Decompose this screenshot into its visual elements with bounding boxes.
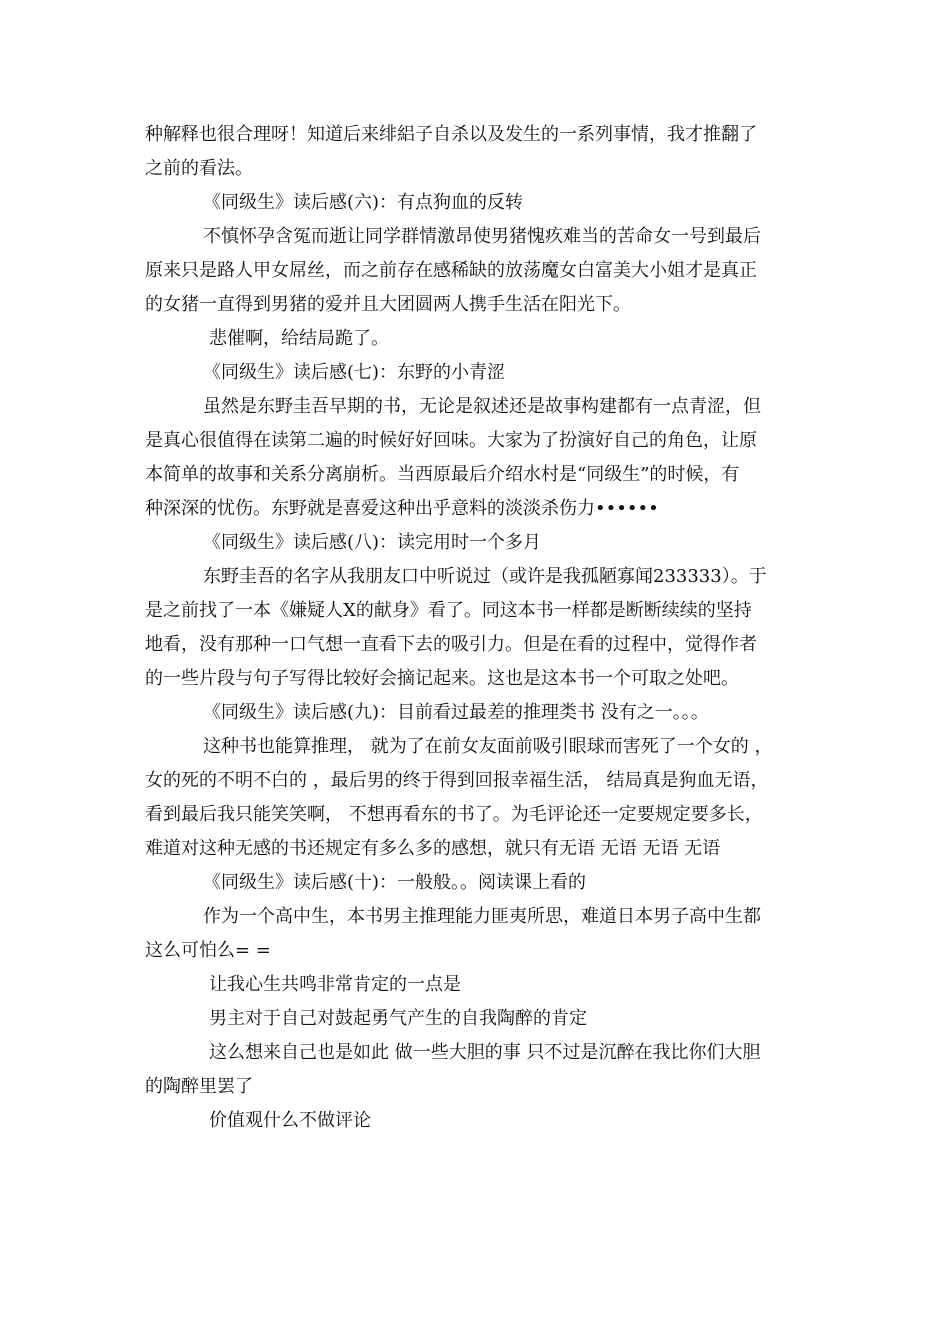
- text-line: 悲催啊，给结局跪了。: [209, 328, 389, 349]
- text-line: 难道对这种无感的书还规定有多么多的感想，就只有无语 无语 无语 无语: [145, 838, 721, 859]
- text-line: 男主对于自己对鼓起勇气产生的自我陶醉的肯定: [209, 1008, 587, 1029]
- text-line: 的陶醉里罢了: [145, 1076, 253, 1097]
- section-heading: 《同级生》读后感(九)：目前看过最差的推理类书 没有之一。。。: [203, 702, 709, 723]
- text-line: 这种书也能算推理， 就为了在前女友面前吸引眼球而害死了一个女的 ，: [203, 736, 773, 757]
- text-line: 种深深的忧伤。东野就是喜爱这种出乎意料的淡淡杀伤力••••••: [145, 498, 659, 519]
- text-line: 原来只是路人甲女屌丝，而之前存在感稀缺的放荡魔女白富美大小姐才是真正: [145, 260, 757, 281]
- text-line: 虽然是东野圭吾早期的书，无论是叙述还是故事构建都有一点青涩，但: [203, 396, 761, 417]
- section-heading: 《同级生》读后感(十)：一般般。。阅读课上看的: [203, 872, 587, 893]
- document-body: [145, 118, 810, 1138]
- text-line: 是真心很值得在读第二遍的时候好好回味。大家为了扮演好自己的角色，让原: [145, 430, 757, 451]
- text-line: 这么可怕么= =: [145, 940, 271, 961]
- text-line: 之前的看法。: [145, 158, 253, 179]
- text-line: 价值观什么不做评论: [209, 1110, 371, 1131]
- section-heading: 《同级生》读后感(六)：有点狗血的反转: [203, 192, 524, 213]
- text-line: 作为一个高中生，本书男主推理能力匪夷所思，难道日本男子高中生都: [203, 906, 761, 927]
- section-heading: 《同级生》读后感(八)：读完用时一个多月: [203, 532, 542, 553]
- text-line: 东野圭吾的名字从我朋友口中听说过（或许是我孤陋寡闻233333）。于: [203, 566, 767, 587]
- text-line: 这么想来自己也是如此 做一些大胆的事 只不过是沉醉在我比你们大胆: [209, 1042, 761, 1063]
- text-line: 的女猪一直得到男猪的爱并且大团圆两人携手生活在阳光下。: [145, 294, 631, 315]
- text-line: 本简单的故事和关系分离崩析。当西原最后介绍水村是“同级生”的时候，有: [145, 464, 740, 485]
- text-line: 地看，没有那种一口气想一直看下去的吸引力。但是在看的过程中，觉得作者: [145, 634, 757, 655]
- text-line: 女的死的不明不白的 ，最后男的终于得到回报幸福生活， 结局真是狗血无语，: [145, 770, 769, 791]
- text-line: 是之前找了一本《嫌疑人X的献身》看了。同这本书一样都是断断续续的坚持: [145, 600, 752, 621]
- section-heading: 《同级生》读后感(七)：东野的小青涩: [203, 362, 506, 383]
- text-line: 的一些片段与句子写得比较好会摘记起来。这也是这本书一个可取之处吧。: [145, 668, 739, 689]
- text-line: 不慎怀孕含冤而逝让同学群情激昂使男猪愧疚难当的苦命女一号到最后: [203, 226, 761, 247]
- text-line: 让我心生共鸣非常肯定的一点是: [209, 974, 461, 995]
- text-line: 看到最后我只能笑笑啊， 不想再看东的书了。为毛评论还一定要规定要多长，: [145, 804, 763, 825]
- text-line: 种解释也很合理呀！知道后来绯絽子自杀以及发生的一系列事情，我才推翻了: [145, 124, 757, 145]
